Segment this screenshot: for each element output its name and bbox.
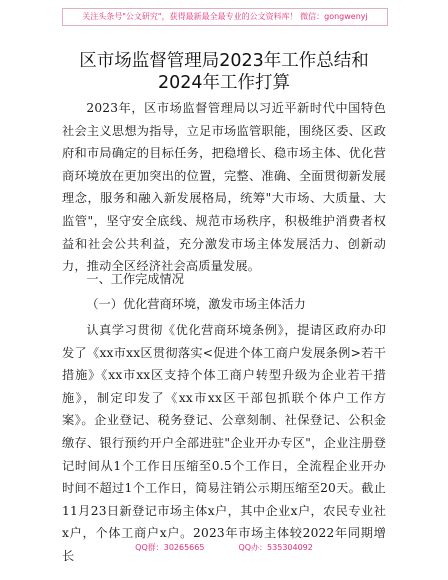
subsection-heading: （一）优化营商环境，激发市场主体活力 <box>86 297 306 311</box>
section-heading: 一、工作完成情况 <box>86 272 184 286</box>
body-paragraph: 认真学习贯彻《优化营商环境条例》，提请区政府办印发了《xx市xx区贯彻落实<促进个体工商户发展条例>若干措施》《xx市xx区支持个体工商户转型升级为企业若干措施》，制定印发了《xx市xx区干部包抓联个体户工作方案》。企业登记、税务登记、公章刻制、社保登记、公积金缴存、银行预约开户全部进驻"企业开办专区"，企业注册登记时间从1个工作日压缩至0.5个工作日，全流程企业开办时间不超过1个工作日，简易注销公示期压缩至20天。截止11月23日新登记市场主体x户，其中企业x户，农民专业社x户，个体工商户x户。2023年市场主体较2022年同期增长 <box>62 323 386 563</box>
footer-qq-group: QQ群：30265665 <box>135 543 205 552</box>
header-banner: 关注头条号"公文研究"，获得最新最全最专业的公文资料库！ 微信：gongwenyj <box>62 8 388 26</box>
document-title: 区市场监督管理局2023年工作总结和2024年工作打算 <box>79 51 369 93</box>
intro-paragraph: 2023年，区市场监督管理局以习近平新时代中国特色社会主义思想为指导，立足市场监管职能，围绕区委、区政府和市局确定的目标任务，把稳增长、稳市场主体、优化营商环境放在更加突出的位置，完整、准确、全面贯彻新发展理念，服务和融入新发展格局，统筹"大市场、大质量、大监管"，坚守安全底线、规范市场秩序，积极维护消费者权益和社会公共利益，充分激发市场主体发展活力、创新动力，推动全区经济社会高质量发展。 <box>62 101 386 274</box>
footer-qq-office: QQ办：535304092 <box>238 543 313 552</box>
footer <box>0 542 448 553</box>
